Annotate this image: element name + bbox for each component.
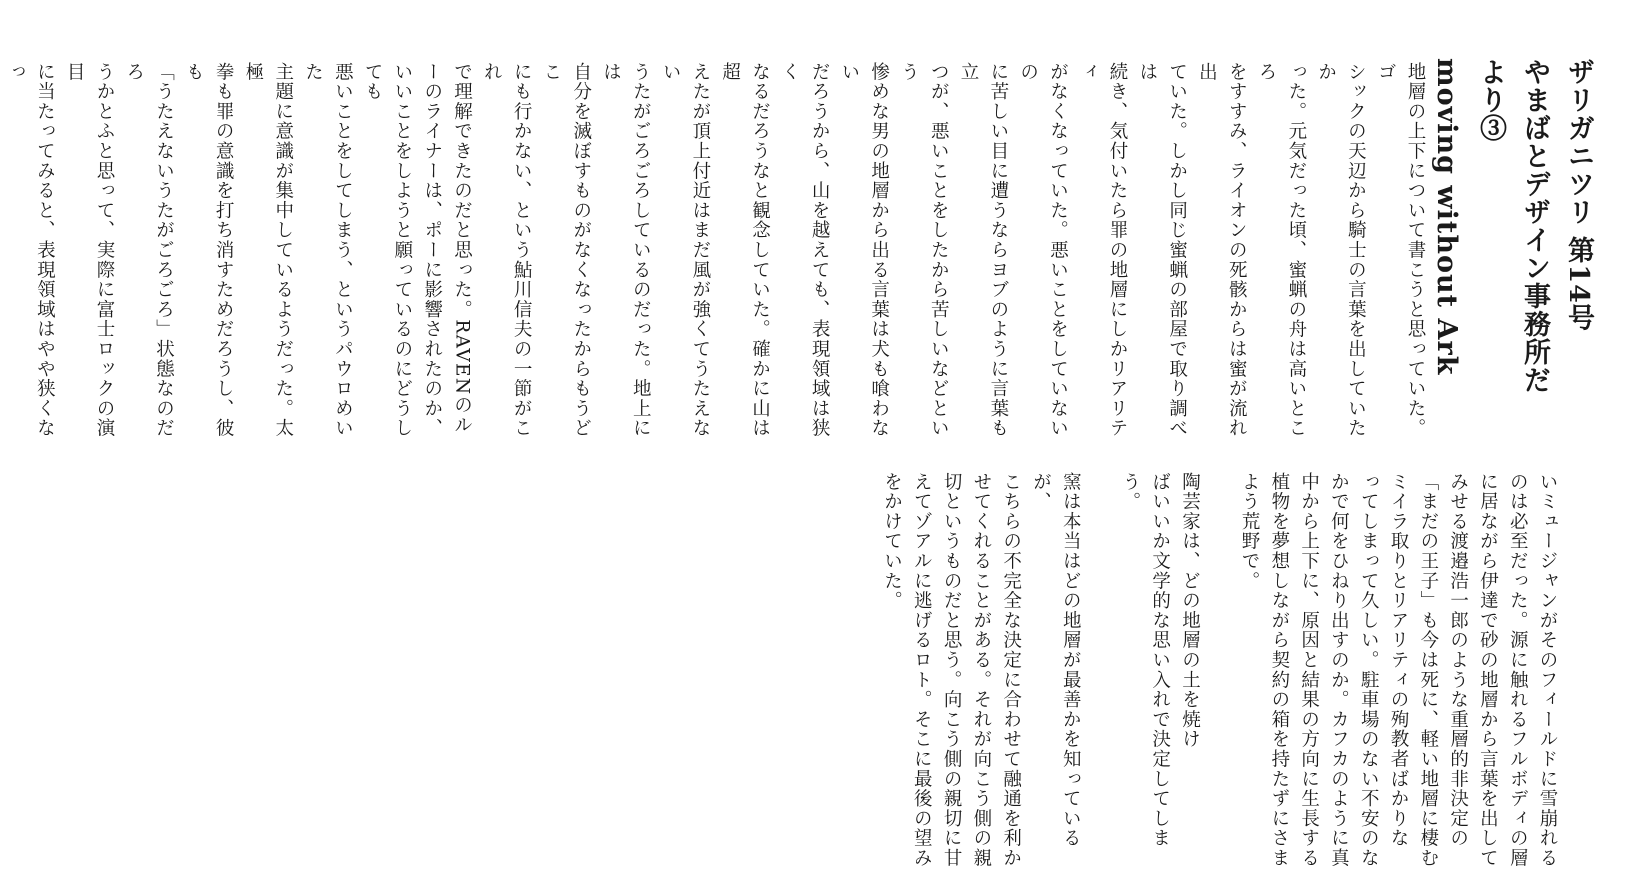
title-block: [1424, 58, 1600, 418]
text-column: 主題に意識が集中しているようだった。太極: [242, 62, 294, 439]
text-column: ていた。しかし同じ蜜蝋の部屋で取り調べは: [1136, 62, 1188, 439]
text-column: いいことをしようと願っているのにどうしても: [362, 62, 413, 439]
text-column: 悪いことをしてしまう、というパウロめいた: [302, 62, 354, 439]
text-column: いミュージャンがそのフィールドに雪崩れる: [1537, 472, 1558, 868]
title-line-1: ザリガニツリ 第14号: [1563, 58, 1594, 332]
text-column: ばいいか文学的な思い入れで決定してしまう。: [1119, 472, 1171, 849]
text-column: 拳も罪の意識を打ち消すためだろうし、彼も: [183, 62, 235, 439]
text-column: みせる渡邉浩一郎のような重層的非決定の: [1447, 472, 1469, 849]
text-column: 切というものだと思う。向こう側の親切に甘: [941, 472, 963, 868]
text-column: こちらの不完全な決定に合わせて融通を利か: [1000, 472, 1022, 868]
text-column: ってしまって久しい。駐車場のない不安のな: [1358, 472, 1380, 868]
text-column: えたが頂上付近はまだ風が強くてうたえない: [660, 62, 711, 439]
text-column: せてくれることがある。それが向こう側の親: [970, 472, 992, 868]
text-column: に居ながら伊達で砂の地層から言葉を出して: [1477, 472, 1499, 868]
text-column: のは必至だった。源に触れるフルボディの層: [1507, 472, 1529, 868]
text-column: えてゾアルに逃げるロト。そこに最後の望み: [911, 472, 933, 868]
text-column: をかけていた。: [881, 472, 903, 611]
text-column: に当たってみると、表現領域はやや狭くなっ: [4, 62, 56, 439]
text-column: 陶芸家は、どの地層の土を焼け: [1179, 472, 1201, 750]
text-column: 地層の上下について書こうと思っていた。ゴ: [1375, 62, 1426, 439]
text-column: 「うたえないうたがごろごろ」状態なのだろ: [123, 62, 175, 439]
text-column: 続き、気付いたら罪の地層にしかリアリティ: [1077, 62, 1129, 439]
text-column: に苦しい目に遭うならヨブのように言葉も立: [958, 62, 1009, 439]
text-column: 「まだの王子」も今は死に、軽い地層に棲む: [1417, 472, 1439, 868]
paragraph-gap: [1085, 472, 1115, 872]
text-column: よう荒野で。: [1239, 472, 1261, 591]
text-column: で理解できたのだと思った。RAVENのル: [451, 62, 473, 435]
title-line-3: moving without Ark: [1431, 58, 1462, 376]
body-text-upper: [0, 62, 1430, 457]
text-column: つが、悪いことをしたから苦しいなどという: [898, 62, 950, 439]
text-column: 自分を滅ぼすものがなくなったからもうどこ: [540, 62, 592, 439]
title-line-2: やまばとデザイン事務所だより③: [1475, 58, 1550, 394]
text-column: なるだろうなと観念していた。確かに山は超: [719, 62, 771, 439]
text-column: シックの天辺から騎士の言葉を出していたか: [1315, 62, 1367, 439]
text-column: ーのライナーは、ポーに影響されたのか、: [421, 62, 443, 439]
text-column: うかとふと思って、実際に富士ロックの演目: [64, 62, 115, 439]
text-column: だろうから、山を越えても、表現領域は狭く: [779, 62, 831, 439]
paragraph-gap: [1204, 472, 1234, 872]
text-column: 窯は本当はどの地層が最善かを知っているが、: [1030, 472, 1082, 849]
text-column: かで何をひねり出すのか。カフカのように真: [1328, 472, 1350, 868]
text-column: 中から上下に、原因と結果の方向に生長する: [1298, 472, 1320, 868]
text-column: がなくなっていた。悪いことをしていないの: [1017, 62, 1069, 439]
text-column: った。元気だった頃、蜜蝋の舟は高いところ: [1256, 62, 1307, 439]
text-column: 惨めな男の地層から出る言葉は犬も喰わない: [838, 62, 890, 439]
body-text-lower: [877, 472, 1562, 872]
text-column: うたがごろごろしているのだった。地上には: [600, 62, 652, 439]
text-column: ミイラ取りとリアリティの殉教者ばかりな: [1388, 472, 1410, 849]
text-column: をすすみ、ライオンの死骸からは蜜が流れ出: [1196, 62, 1248, 439]
text-column: 植物を夢想しながら契約の箱を持たずにさま: [1268, 472, 1290, 868]
text-column: にも行かない、という鮎川信夫の一節がこれ: [481, 62, 533, 439]
